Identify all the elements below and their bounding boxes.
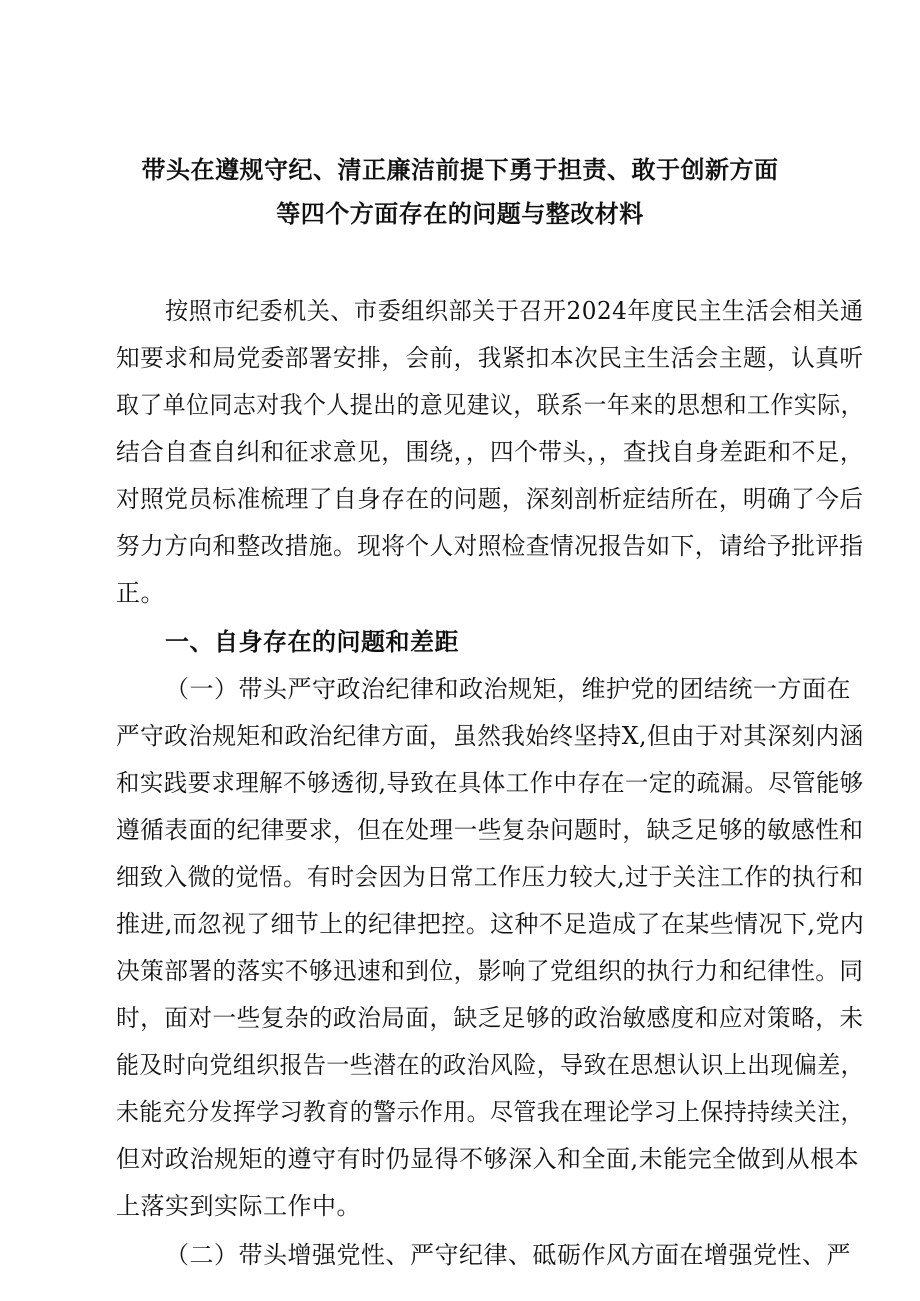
intro-line-4: 结合自查自纠和征求意见，围绕，，四个带头，，查找自身差距和不足，	[116, 438, 864, 466]
sub1-line-12: 上落实到实际工作中。	[116, 1192, 361, 1220]
sub1-line-4: 遵循表面的纪律要求，但在处理一些复杂问题时，缺乏足够的敏感性和	[116, 816, 864, 844]
sub1-line-6: 推进,而忽视了细节上的纪律把控。这种不足造成了在某些情况下,党内	[116, 910, 865, 938]
intro-line-6: 努力方向和整改措施。现将个人对照检查情况报告如下，请给予批评指	[116, 532, 864, 560]
section-1-heading: 一、自身存在的问题和差距	[165, 627, 459, 656]
sub1-line-11: 但对政治规矩的遵守有时仍显得不够深入和全面,未能完全做到从根本	[116, 1145, 860, 1173]
intro-line-7: 正。	[116, 579, 165, 607]
intro-line-5: 对照党员标准梳理了自身存在的问题，深刻剖析症结所在，明确了今后	[116, 485, 864, 513]
sub2-line-1: （二）带头增强党性、严守纪律、砥砺作风方面在增强党性、严	[165, 1241, 851, 1269]
sub1-line-3: 和实践要求理解不够透彻,导致在具体工作中存在一定的疏漏。尽管能够	[116, 769, 864, 797]
sub1-line-8: 时，面对一些复杂的政治局面，缺乏足够的政治敏感度和应对策略，未	[116, 1004, 864, 1032]
sub1-line-1: （一）带头严守政治纪律和政治规矩，维护党的团结统一方面在	[165, 675, 851, 703]
intro-line-1: 按照市纪委机关、市委组织部关于召开2024年度民主生活会相关通	[165, 297, 864, 325]
document-title-line-1: 带头在遵规守纪、清正廉洁前提下勇于担责、敢于创新方面	[141, 155, 779, 184]
document-title-line-2: 等四个方面存在的问题与整改材料	[276, 199, 644, 228]
sub1-line-5: 细致入微的觉悟。有时会因为日常工作压力较大,过于关注工作的执行和	[116, 863, 864, 891]
intro-line-3: 取了单位同志对我个人提出的意见建议，联系一年来的思想和工作实际，	[116, 391, 865, 419]
intro-line-2: 知要求和局党委部署安排，会前，我紧扣本次民主生活会主题，认真听	[116, 344, 864, 372]
sub1-line-10: 未能充分发挥学习教育的警示作用。尽管我在理论学习上保持持续关注，	[116, 1098, 865, 1126]
sub1-line-9: 能及时向党组织报告一些潜在的政治风险，导致在思想认识上出现偏差，	[116, 1051, 865, 1079]
sub1-line-2: 严守政治规矩和政治纪律方面，虽然我始终坚持X,但由于对其深刻内涵	[116, 722, 864, 750]
sub1-line-7: 决策部署的落实不够迅速和到位，影响了党组织的执行力和纪律性。同	[116, 957, 864, 985]
